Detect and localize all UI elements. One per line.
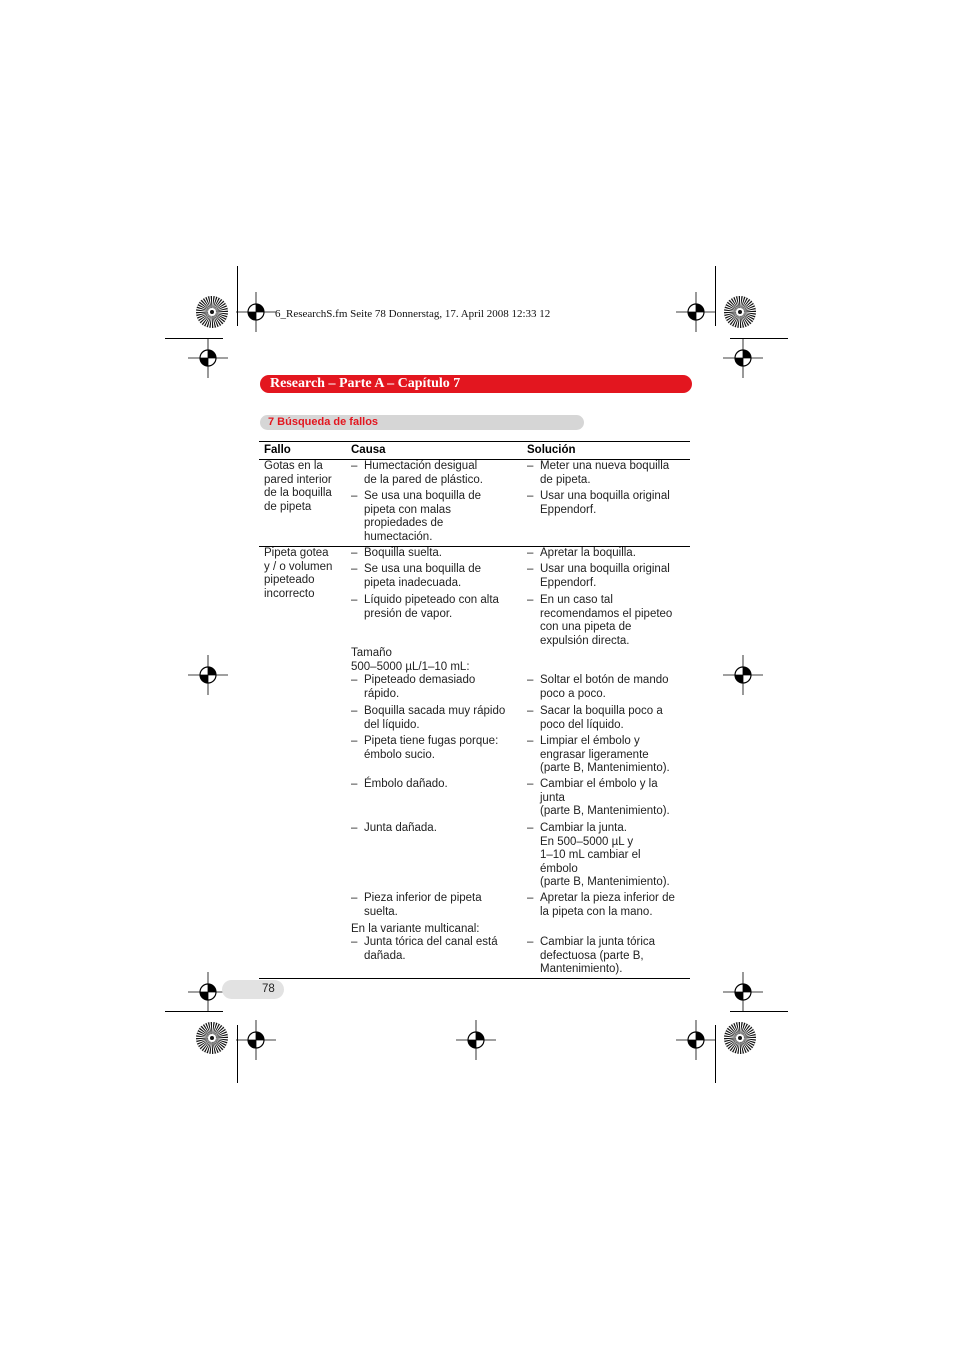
cause-text: Pipeteado demasiado <box>364 674 476 686</box>
star-target-icon <box>723 295 757 329</box>
solution-text: émbolo <box>540 862 578 875</box>
cause-text: Pipeta tiene fugas porque: <box>364 735 499 747</box>
dash-bullet: – <box>351 460 358 472</box>
solution-text: recomendamos el pipeteo <box>540 607 673 620</box>
dash-bullet: – <box>351 705 358 717</box>
dash-bullet: – <box>351 674 358 686</box>
solution-text: poco del líquido. <box>540 718 624 731</box>
cause-text: suelta. <box>364 905 398 918</box>
solution-text: la pipeta con la mano. <box>540 905 653 918</box>
section-title-bar <box>260 415 584 430</box>
registration-mark-icon <box>676 292 716 332</box>
solution-text: poco a poco. <box>540 687 606 700</box>
cause-text: Émbolo dañado. <box>364 778 448 790</box>
page-number-pill <box>222 980 284 999</box>
solution-text: En 500–5000 µL y <box>540 835 634 848</box>
solution-text: Meter una nueva boquilla <box>540 460 670 472</box>
solution-text: Mantenimiento). <box>540 963 623 975</box>
size-note: Tamaño <box>351 647 392 659</box>
size-note: 500–5000 µL/1–10 mL: <box>351 660 470 673</box>
solution-text: Usar una boquilla original <box>540 490 670 502</box>
cause-text: Humectación desigual <box>364 460 478 472</box>
dash-bullet: – <box>527 674 534 686</box>
chapter-title: Research – Parte A – Capítulo 7 <box>270 376 461 391</box>
registration-mark-icon <box>236 1020 276 1060</box>
cause-text: Boquilla suelta. <box>364 547 442 559</box>
solution-text: En un caso tal <box>540 594 613 606</box>
dash-bullet: – <box>351 563 358 575</box>
dash-bullet: – <box>527 892 534 904</box>
dash-bullet: – <box>351 490 358 502</box>
dash-bullet: – <box>351 735 358 747</box>
dash-bullet: – <box>527 936 534 948</box>
cause-text: del líquido. <box>364 718 420 731</box>
header-cause: Causa <box>351 444 386 456</box>
dash-bullet: – <box>527 547 534 559</box>
cause-text: Se usa una boquilla de <box>364 490 482 502</box>
file-slug: 6_ResearchS.fm Seite 78 Donnerstag, 17. April 2008 12:33 12 <box>275 308 551 320</box>
registration-mark-icon <box>676 1020 716 1060</box>
cause-text: propiedades de <box>364 517 444 529</box>
cause-text: pipeta con malas <box>364 503 451 516</box>
fault-text: pipeteado <box>264 574 315 586</box>
solution-text: engrasar ligeramente <box>540 748 649 761</box>
fault-text: pared interior <box>264 473 332 486</box>
cause-text: Líquido pipeteado con alta <box>364 594 499 606</box>
dash-bullet: – <box>351 892 358 904</box>
fault-text: incorrecto <box>264 587 315 600</box>
solution-text: (parte B, Mantenimiento). <box>540 762 670 774</box>
dash-bullet: – <box>527 735 534 747</box>
solution-text: 1–10 mL cambiar el <box>540 849 641 861</box>
multichannel-note: En la variante multicanal: <box>351 923 480 935</box>
solution-text: Usar una boquilla original <box>540 563 670 575</box>
solution-text: Apretar la boquilla. <box>540 547 636 559</box>
registration-mark-icon <box>236 292 276 332</box>
dash-bullet: – <box>351 778 358 790</box>
star-target-icon <box>195 1021 229 1055</box>
table-bottom-rule <box>259 978 690 979</box>
solution-text: Eppendorf. <box>540 576 597 589</box>
registration-mark-icon <box>188 338 228 378</box>
header-solution: Solución <box>527 444 576 456</box>
dash-bullet: – <box>351 936 358 948</box>
dash-bullet: – <box>527 778 534 790</box>
fault-text: Gotas en la <box>264 460 323 472</box>
solution-text: junta <box>540 791 565 804</box>
cause-text: pipeta inadecuada. <box>364 576 462 589</box>
header-fault: Fallo <box>264 444 291 456</box>
solution-text: Cambiar el émbolo y la <box>540 778 658 790</box>
star-target-icon <box>723 1021 757 1055</box>
cause-text: humectación. <box>364 530 433 543</box>
solution-text: (parte B, Mantenimiento). <box>540 805 670 817</box>
dash-bullet: – <box>527 460 534 472</box>
table-top-rule <box>259 441 690 442</box>
solution-text: Apretar la pieza inferior de <box>540 892 675 904</box>
solution-text: Cambiar la junta tórica <box>540 936 656 948</box>
cause-text: de la pared de plástico. <box>364 473 483 486</box>
fault-text: y / o volumen <box>264 560 333 573</box>
cause-text: émbolo sucio. <box>364 748 435 761</box>
dash-bullet: – <box>527 563 534 575</box>
cause-text: Junta tórica del canal está <box>364 936 498 948</box>
registration-mark-icon <box>188 655 228 695</box>
solution-text: Soltar el botón de mando <box>540 674 669 686</box>
fault-text: de la boquilla <box>264 487 332 499</box>
solution-text: Limpiar el émbolo y <box>540 735 640 747</box>
solution-text: de pipeta. <box>540 473 591 486</box>
registration-mark-icon <box>456 1020 496 1060</box>
chapter-title-bar <box>260 375 692 393</box>
cause-text: Pieza inferior de pipeta <box>364 892 482 904</box>
solution-text: (parte B, Mantenimiento). <box>540 876 670 888</box>
star-target-icon <box>195 295 229 329</box>
cause-text: presión de vapor. <box>364 607 453 620</box>
cause-text: Junta dañada. <box>364 822 437 834</box>
section-title: 7 Búsqueda de fallos <box>268 416 379 428</box>
solution-text: defectuosa (parte B, <box>540 949 644 962</box>
dash-bullet: – <box>351 594 358 606</box>
fault-text: Pipeta gotea <box>264 547 329 559</box>
solution-text: con una pipeta de <box>540 621 632 633</box>
solution-text: Cambiar la junta. <box>540 822 627 834</box>
registration-mark-icon <box>723 972 763 1012</box>
registration-mark-icon <box>723 655 763 695</box>
dash-bullet: – <box>527 594 534 606</box>
solution-text: Eppendorf. <box>540 503 597 516</box>
dash-bullet: – <box>527 490 534 502</box>
dash-bullet: – <box>527 822 534 834</box>
cause-text: rápido. <box>364 687 400 700</box>
dash-bullet: – <box>351 822 358 834</box>
dash-bullet: – <box>351 547 358 559</box>
page-number: 78 <box>262 983 275 995</box>
solution-text: Sacar la boquilla poco a <box>540 705 663 717</box>
dash-bullet: – <box>527 705 534 717</box>
registration-mark-icon <box>723 338 763 378</box>
cause-text: Se usa una boquilla de <box>364 563 482 575</box>
fault-text: de pipeta <box>264 500 312 513</box>
cause-text: Boquilla sacada muy rápido <box>364 705 506 717</box>
solution-text: expulsión directa. <box>540 634 630 647</box>
cause-text: dañada. <box>364 949 406 962</box>
